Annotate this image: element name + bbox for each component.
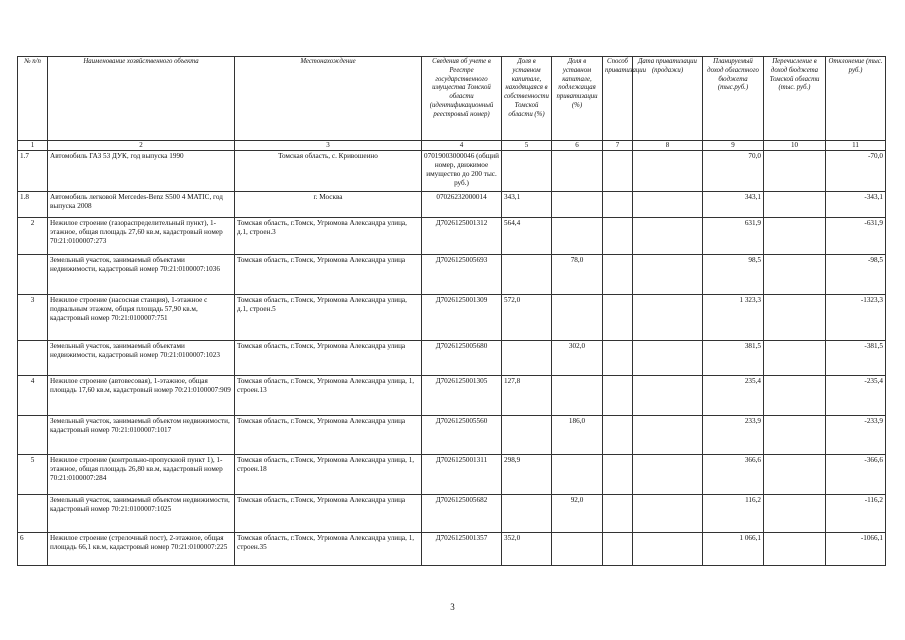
table-row [18, 532, 886, 565]
cell-planned: 381,5 [703, 340, 764, 375]
cell-share [502, 150, 552, 191]
cell-share-priv: 186,0 [552, 415, 603, 454]
colnum-5: 5 [502, 141, 552, 151]
cell-share: 564,4 [502, 217, 552, 254]
cell-transferred [764, 532, 826, 565]
cell-transferred [764, 375, 826, 415]
table-row [18, 375, 886, 415]
cell-method [603, 532, 633, 565]
cell-share [502, 254, 552, 294]
cell-share-priv: 78,0 [552, 254, 603, 294]
cell-share-priv [552, 191, 603, 217]
cell-registry: 07019003000046 (общий номер, движимое имущество до 200 тыс. руб.) [422, 150, 502, 191]
cell-num: 6 [18, 532, 48, 565]
cell-method [603, 150, 633, 191]
cell-registry: Д7026125001312 [422, 217, 502, 254]
page-number: 3 [450, 602, 455, 612]
cell-planned: 233,9 [703, 415, 764, 454]
cell-deviation: -98,5 [826, 254, 886, 294]
cell-date [633, 532, 703, 565]
cell-num: 4 [18, 375, 48, 415]
table-row [18, 415, 886, 454]
colnum-1: 1 [18, 141, 48, 151]
cell-date [633, 191, 703, 217]
cell-name: Земельный участок, занимаемый объектом недвижимости, кадастровый номер 70:21:0100007:1017 [48, 415, 235, 454]
cell-share-priv: 92,0 [552, 494, 603, 532]
header-method: Способ приватизации [603, 57, 633, 141]
colnum-3: 3 [235, 141, 422, 151]
header-row [18, 57, 886, 141]
cell-num: 3 [18, 294, 48, 340]
cell-num: 1.8 [18, 191, 48, 217]
cell-location: Томская область, г.Томск, Угрюмова Александра улица, д.1, строен.5 [235, 294, 422, 340]
header-num: № п/п [18, 57, 48, 141]
cell-name: Нежилое строение (газораспределительный пункт), 1-этажное, общая площадь 27,60 кв.м, кадастровый номер 70:21:0100007:273 [48, 217, 235, 254]
cell-planned: 1 066,1 [703, 532, 764, 565]
cell-num [18, 494, 48, 532]
cell-deviation: -631,9 [826, 217, 886, 254]
cell-deviation: -1323,3 [826, 294, 886, 340]
header-share-priv: Доля в уставном капитале, подлежащая приватизации (%) [552, 57, 603, 141]
cell-planned: 70,0 [703, 150, 764, 191]
table-row [18, 494, 886, 532]
cell-registry: Д7026125001357 [422, 532, 502, 565]
cell-share-priv [552, 217, 603, 254]
cell-transferred [764, 254, 826, 294]
cell-transferred [764, 454, 826, 494]
cell-method [603, 217, 633, 254]
column-number-row [18, 141, 886, 151]
header-share: Доля в уставном капитале, находящаяся в собственности Томской области (%) [502, 57, 552, 141]
cell-registry: Д7026125001311 [422, 454, 502, 494]
cell-transferred [764, 494, 826, 532]
table-row [18, 150, 886, 191]
header-location: Местонахождение [235, 57, 422, 141]
cell-deviation: -1066,1 [826, 532, 886, 565]
cell-deviation: -381,5 [826, 340, 886, 375]
cell-name: Нежилое строение (автовесовая), 1-этажное, общая площадь 17,60 кв.м, кадастровый номер 70:21:0100007:909 [48, 375, 235, 415]
cell-deviation: -116,2 [826, 494, 886, 532]
cell-share-priv [552, 454, 603, 494]
cell-method [603, 415, 633, 454]
cell-share: 298,9 [502, 454, 552, 494]
table-row [18, 254, 886, 294]
cell-planned: 98,5 [703, 254, 764, 294]
cell-name: Автомобиль ГАЗ 53 ДУК, год выпуска 1990 [48, 150, 235, 191]
table-row [18, 217, 886, 254]
cell-registry: Д7026125005560 [422, 415, 502, 454]
cell-planned: 116,2 [703, 494, 764, 532]
colnum-8: 8 [633, 141, 703, 151]
cell-num: 2 [18, 217, 48, 254]
cell-num: 5 [18, 454, 48, 494]
colnum-6: 6 [552, 141, 603, 151]
cell-transferred [764, 217, 826, 254]
cell-date [633, 375, 703, 415]
privatization-table [17, 56, 886, 566]
cell-date [633, 340, 703, 375]
cell-transferred [764, 191, 826, 217]
table-row [18, 340, 886, 375]
cell-planned: 235,4 [703, 375, 764, 415]
cell-num [18, 254, 48, 294]
cell-location: Томская область, г.Томск, Угрюмова Александра улица, 1, строен.13 [235, 375, 422, 415]
cell-share [502, 340, 552, 375]
cell-date [633, 254, 703, 294]
colnum-4: 4 [422, 141, 502, 151]
cell-deviation: -343,1 [826, 191, 886, 217]
cell-location: Томская область, г.Томск, Угрюмова Александра улица, д.1, строен.3 [235, 217, 422, 254]
cell-date [633, 150, 703, 191]
cell-share [502, 494, 552, 532]
cell-share: 127,8 [502, 375, 552, 415]
cell-location: Томская область, г.Томск, Угрюмова Александра улица, 1, строен.35 [235, 532, 422, 565]
cell-method [603, 191, 633, 217]
header-transferred: Перечисление в доход бюджета Томской области (тыс. руб.) [764, 57, 826, 141]
cell-registry: Д7026125005693 [422, 254, 502, 294]
header-date: Дата приватизации (продажи) [633, 57, 703, 141]
cell-registry: Д7026125005680 [422, 340, 502, 375]
cell-share: 352,0 [502, 532, 552, 565]
cell-num [18, 340, 48, 375]
header-deviation: Отклонение (тыс. руб.) [826, 57, 886, 141]
cell-method [603, 494, 633, 532]
cell-planned: 1 323,3 [703, 294, 764, 340]
cell-registry: 07026232000014 [422, 191, 502, 217]
colnum-2: 2 [48, 141, 235, 151]
cell-planned: 631,9 [703, 217, 764, 254]
cell-transferred [764, 415, 826, 454]
cell-planned: 366,6 [703, 454, 764, 494]
cell-name: Нежилое строение (насосная станция), 1-этажное с подвальным этажом, общая площадь 57,90 кв.м, кадастровый номер 70:21:0100007:751 [48, 294, 235, 340]
cell-date [633, 494, 703, 532]
cell-transferred [764, 340, 826, 375]
cell-name: Нежилое строение (стрелочный пост), 2-этажное, общая площадь 66,1 кв.м, кадастровый номер 70:21:0100007:225 [48, 532, 235, 565]
cell-location: Томская область, г.Томск, Угрюмова Александра улица, 1, строен.18 [235, 454, 422, 494]
colnum-7: 7 [603, 141, 633, 151]
cell-share-priv [552, 375, 603, 415]
cell-date [633, 217, 703, 254]
colnum-11: 11 [826, 141, 886, 151]
cell-share-priv [552, 532, 603, 565]
cell-method [603, 254, 633, 294]
cell-date [633, 415, 703, 454]
cell-planned: 343,1 [703, 191, 764, 217]
cell-location: Томская область, г.Томск, Угрюмова Александра улица [235, 340, 422, 375]
cell-share-priv [552, 150, 603, 191]
table-row [18, 294, 886, 340]
cell-name: Автомобиль легковой Mercedes-Benz S500 4 MATIC, год выпуска 2008 [48, 191, 235, 217]
header-name: Наименование хозяйственного объекта [48, 57, 235, 141]
cell-num [18, 415, 48, 454]
cell-num: 1.7 [18, 150, 48, 191]
table-row [18, 454, 886, 494]
cell-deviation: -233,9 [826, 415, 886, 454]
cell-name: Земельный участок, занимаемый объектами недвижимости, кадастровый номер 70:21:0100007:1023 [48, 340, 235, 375]
cell-location: г. Москва [235, 191, 422, 217]
cell-transferred [764, 294, 826, 340]
colnum-10: 10 [764, 141, 826, 151]
cell-location: Томская область, г.Томск, Угрюмова Александра улица [235, 415, 422, 454]
cell-name: Земельный участок, занимаемый объектом недвижимости, кадастровый номер 70:21:0100007:1025 [48, 494, 235, 532]
cell-method [603, 454, 633, 494]
cell-share: 572,0 [502, 294, 552, 340]
cell-deviation: -235,4 [826, 375, 886, 415]
colnum-9: 9 [703, 141, 764, 151]
header-planned: Планируемый доход областного бюджета (тыс.руб.) [703, 57, 764, 141]
cell-share: 343,1 [502, 191, 552, 217]
cell-deviation: -366,6 [826, 454, 886, 494]
cell-share-priv: 302,0 [552, 340, 603, 375]
cell-registry: Д7026125001309 [422, 294, 502, 340]
cell-share [502, 415, 552, 454]
cell-name: Нежилое строение (контрольно-пропускной пункт 1), 1-этажное, общая площадь 26,80 кв.м, кадастровый номер 70:21:0100007:284 [48, 454, 235, 494]
cell-deviation: -70,0 [826, 150, 886, 191]
cell-registry: Д7026125005682 [422, 494, 502, 532]
cell-location: Томская область, с. Кривошеино [235, 150, 422, 191]
cell-registry: Д7026125001305 [422, 375, 502, 415]
cell-date [633, 294, 703, 340]
cell-location: Томская область, г.Томск, Угрюмова Александра улица [235, 494, 422, 532]
table-row [18, 191, 886, 217]
cell-method [603, 340, 633, 375]
cell-method [603, 294, 633, 340]
cell-location: Томская область, г.Томск, Угрюмова Александра улица [235, 254, 422, 294]
cell-name: Земельный участок, занимаемый объектами недвижимости, кадастровый номер 70:21:0100007:1036 [48, 254, 235, 294]
cell-transferred [764, 150, 826, 191]
header-registry: Сведения об учете в Реестре государственного имущества Томской области (идентификационный реестровый номер) [422, 57, 502, 141]
cell-date [633, 454, 703, 494]
cell-method [603, 375, 633, 415]
cell-share-priv [552, 294, 603, 340]
